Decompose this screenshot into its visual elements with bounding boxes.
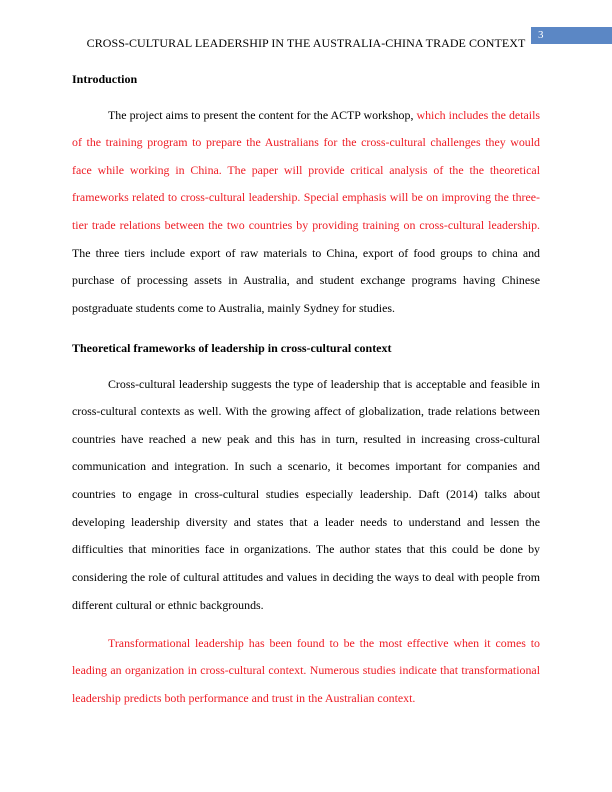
introduction-text-start: The project aims to present the content for the ACTP workshop, <box>108 107 417 122</box>
introduction-highlighted-text: which includes the details of the training program to prepare the Australians for the cross-cultural challenges they would face while working in China. The paper will provide critical analysis of the the theoretical frameworks related to cross-cultural leadership. Special emphasis will be on improving the three-tier trade relations between the two countries by providing training on cross-cultural leadership. <box>72 107 541 233</box>
frameworks-paragraph-2: Transformational leadership has been found to be the most effective when it comes to leading an organization in cross-cultural context. Numerous studies indicate that transformational leadership predicts both performance and trust in the Australian context. <box>72 635 540 705</box>
introduction-paragraph <box>72 102 540 323</box>
frameworks-heading: Theoretical frameworks of leadership in cross-cultural context <box>72 341 392 355</box>
introduction-heading: Introduction <box>72 72 138 86</box>
running-head: CROSS-CULTURAL LEADERSHIP IN THE AUSTRALIA-CHINA TRADE CONTEXT <box>86 36 526 50</box>
frameworks-paragraph-1: Cross-cultural leadership suggests the type of leadership that is acceptable and feasible in cross-cultural contexts as well. With the growing affect of globalization, trade relations between countries have reached a new peak and this has in turn, resulted in increasing cross-cultural communication and integration. In such a scenario, it becomes important for companies and countries to engage in cross-cultural studies especially leadership. Daft (2014) talks about developing leadership diversity and states that a leader needs to understand and lessen the difficulties that minorities face in organizations. The author states that this could be done by considering the role of cultural attitudes and values in deciding the ways to deal with people from different cultural or ethnic backgrounds. <box>72 376 540 612</box>
introduction-text-end: The three tiers include export of raw materials to China, export of food groups to china and purchase of processing assets in Australia, and student exchange programs having Chinese postgraduate students come to Australia, mainly Sydney for studies. <box>72 245 540 316</box>
page-number: 3 <box>531 27 612 44</box>
